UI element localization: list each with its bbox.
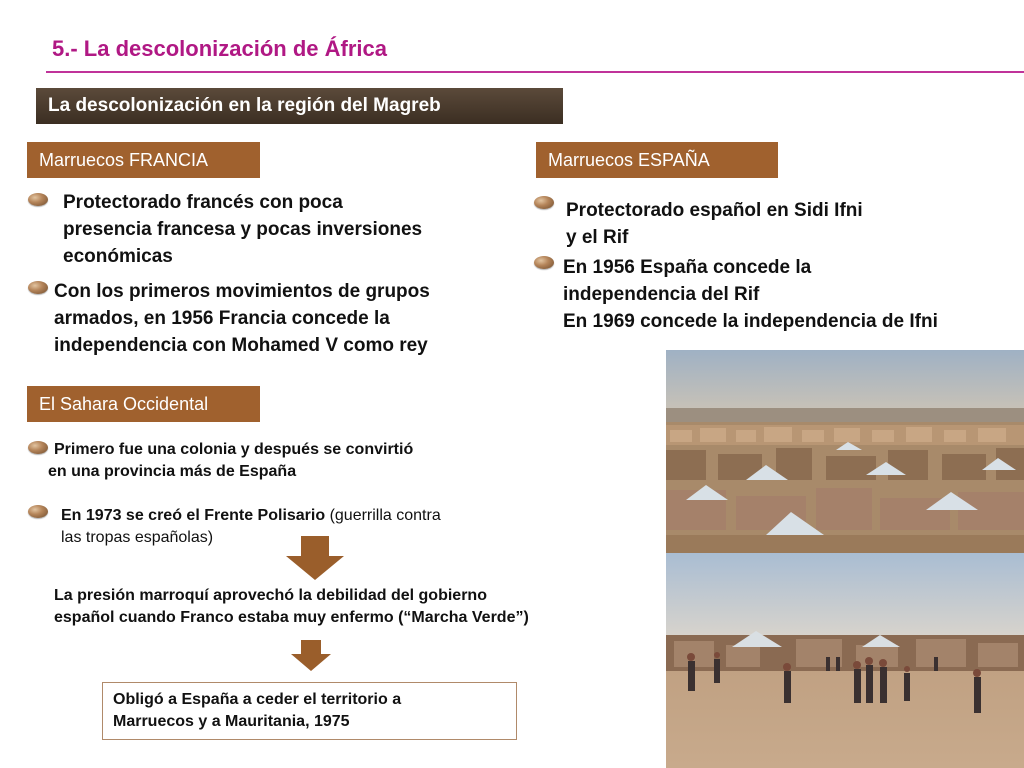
bullet-icon: [534, 196, 554, 209]
espana-bullet-2: En 1956 España concede la independencia del Rif En 1969 concede la independencia de Ifni: [563, 257, 938, 332]
bullet-icon: [28, 505, 48, 518]
refugee-camp-photo: [666, 350, 1024, 553]
tag-marruecos-francia: Marruecos FRANCIA: [27, 142, 260, 178]
sahara-bullet-2: En 1973 se creó el Frente Polisario (guerrilla contra las tropas españolas): [61, 507, 441, 546]
bullet-icon: [28, 193, 48, 206]
desert-people-photo: [666, 553, 1024, 768]
sahara-bullet-1: Primero fue una colonia y después se convirtió en una provincia más de España: [48, 441, 414, 480]
bullet-icon: [534, 256, 554, 269]
francia-bullet-1: Protectorado francés con poca presencia francesa y pocas inversiones económicas: [63, 192, 423, 267]
francia-bullet-2: Con los primeros movimientos de grupos armados, en 1956 Francia concede la independencia con Mohamed V como rey: [54, 281, 430, 356]
bullet-icon: [28, 441, 48, 454]
tag-marruecos-espana: Marruecos ESPAÑA: [536, 142, 778, 178]
section-banner: La descolonización en la región del Magreb: [36, 88, 563, 124]
down-arrow-icon: [290, 640, 332, 672]
down-arrow-icon: [284, 536, 346, 582]
presion-marroqui-text: La presión marroquí aprovechó la debilidad del gobierno español cuando Franco estaba muy enfermo (“Marcha Verde”): [54, 587, 529, 626]
title-divider: [46, 71, 1024, 73]
conclusion-box: Obligó a España a ceder el territorio a Marruecos y a Mauritania, 1975: [102, 682, 517, 740]
bullet-icon: [28, 281, 48, 294]
slide-title: 5.- La descolonización de África: [52, 36, 387, 61]
tag-sahara-occidental: El Sahara Occidental: [27, 386, 260, 422]
espana-bullet-1: Protectorado español en Sidi Ifni y el Rif: [566, 200, 863, 248]
